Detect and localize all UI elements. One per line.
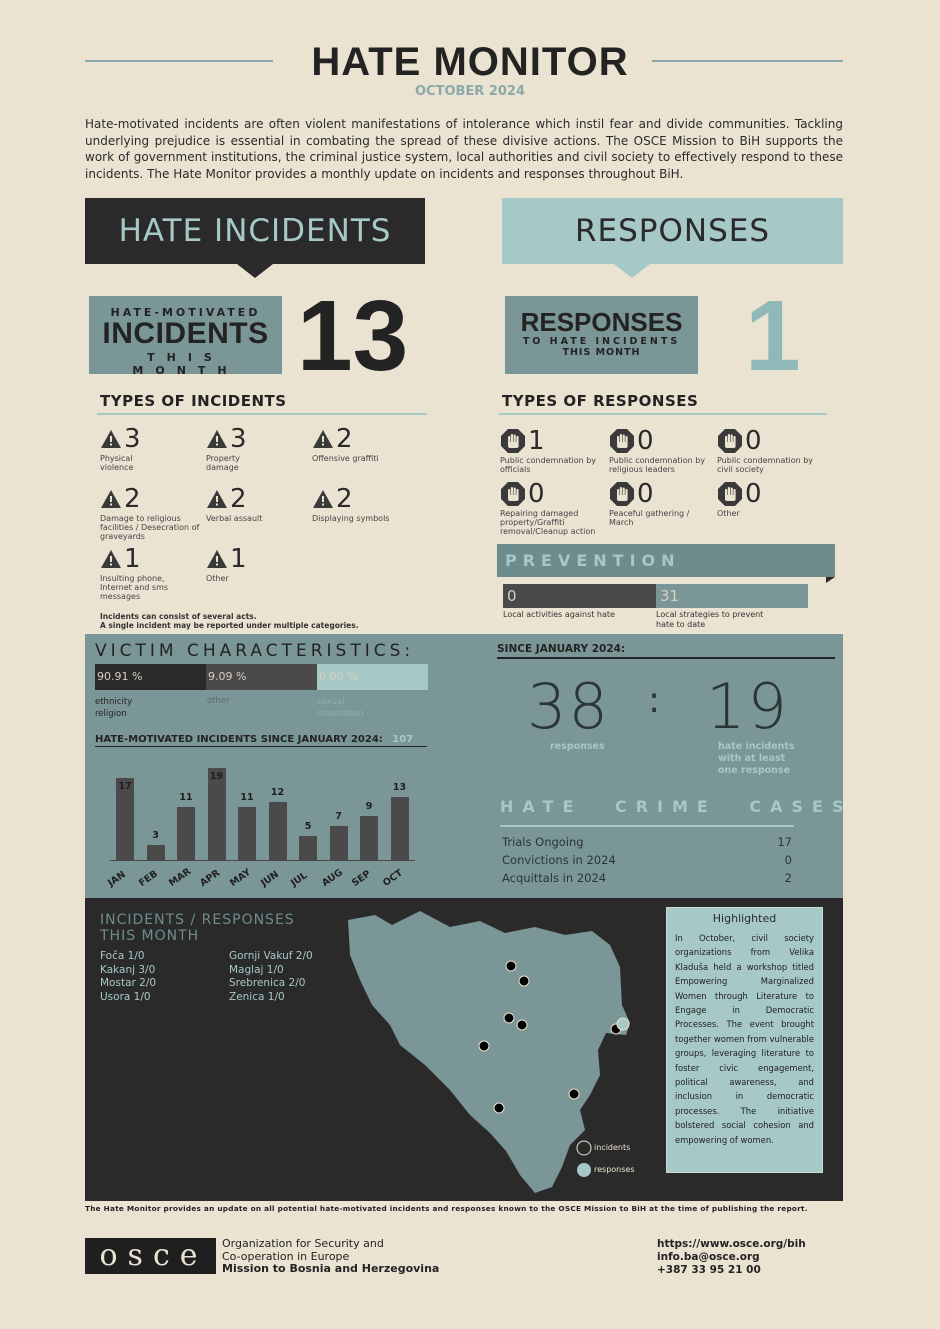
chart-value-label: 17 — [118, 780, 132, 792]
case-row-acquittals — [502, 871, 792, 885]
types-of-incidents-title: TYPES OF INCIDENTS — [100, 392, 287, 410]
org-line1: Organization for Security and — [222, 1237, 384, 1250]
location-item: Maglaj 1/0 — [229, 963, 284, 976]
type-item — [206, 546, 311, 583]
type-item-count: 3 — [230, 424, 247, 454]
case-convictions-value: 0 — [784, 853, 792, 867]
page-title: HATE MONITOR — [311, 40, 629, 84]
type-item — [609, 481, 714, 527]
chart-value-label: 9 — [365, 801, 373, 813]
chart-month-label: JUL — [289, 870, 310, 890]
type-item-count: 0 — [637, 426, 654, 456]
type-item-count: 2 — [124, 484, 141, 514]
type-item — [500, 481, 605, 536]
stop-hand-icon — [500, 481, 526, 507]
case-acquittals-value: 2 — [784, 871, 792, 885]
page-subtitle: OCTOBER 2024 — [414, 84, 526, 99]
chart-value-label: 11 — [240, 791, 254, 803]
response-marker — [617, 1018, 629, 1030]
chart-title-text: HATE-MOTIVATED INCIDENTS SINCE JANUARY 2024: — [95, 734, 383, 745]
prevention-band: PREVENTION — [497, 544, 835, 577]
incidents-note-line2: A single incident may be reported under multiple categories. — [100, 621, 359, 630]
incidents-box-line3: THIS MONTH — [132, 351, 239, 377]
warning-icon — [206, 549, 228, 569]
type-item-row — [206, 486, 311, 512]
warning-icon — [206, 429, 228, 449]
responses-header: RESPONSES — [502, 198, 843, 264]
type-item-label: Verbal assault — [206, 514, 263, 523]
location-item: Srebrenica 2/0 — [229, 977, 306, 989]
type-item — [717, 428, 822, 474]
chart-bar-feb — [147, 845, 165, 860]
org-line3: Mission to Bosnia and Herzegovina — [222, 1262, 440, 1275]
chart-month-label: JAN — [106, 869, 128, 890]
locations-col2 — [229, 950, 313, 1004]
case-trials-value: 17 — [777, 835, 792, 849]
chart-month-label: MAR — [167, 866, 194, 890]
incident-marker — [504, 1013, 514, 1023]
warning-icon — [312, 429, 334, 449]
prevention-local-activities-value: 0 — [503, 584, 656, 608]
location-item: Mostar 2/0 — [100, 977, 157, 989]
case-row-convictions — [502, 853, 792, 867]
map-section-title-line2: THIS MONTH — [100, 928, 200, 944]
type-item-row — [206, 546, 311, 572]
case-row-trials — [502, 835, 792, 849]
case-acquittals-label: Acquittals in 2024 — [502, 871, 607, 885]
chart-bar-may — [238, 807, 256, 860]
responses-count-box — [505, 296, 698, 374]
stop-hand-icon — [717, 428, 743, 454]
type-item-count: 1 — [528, 426, 545, 456]
type-item-count: 0 — [745, 426, 762, 456]
incident-marker — [569, 1089, 579, 1099]
chart-month-label: JUN — [258, 868, 281, 890]
stop-hand-icon — [500, 428, 526, 454]
legend-responses-icon — [577, 1163, 591, 1177]
chart-bar-jun — [269, 802, 287, 860]
chart-month-label: AUG — [319, 867, 345, 890]
type-item-label: Other — [206, 574, 229, 583]
victim-seg-sexual-bar: 0.00 % — [317, 664, 428, 690]
legend-responses-label: responses — [594, 1165, 635, 1174]
prevention-local-strategies-value: 31 — [656, 584, 808, 608]
victim-seg-ethnicity-bar: 90.91 % — [95, 664, 206, 690]
responses-box-line1: RESPONSES — [520, 307, 683, 337]
victim-seg-other-bar: 9.09 % — [206, 664, 317, 690]
warning-icon — [312, 489, 334, 509]
since-january-responses-label: responses — [550, 741, 605, 752]
responses-count: 1 — [745, 280, 801, 392]
type-item — [206, 426, 311, 472]
since-january-incidents-label: hate incidents with at least one response — [718, 741, 795, 776]
type-item-count: 0 — [745, 479, 762, 509]
chart-month-label: SEP — [350, 868, 373, 890]
chart-total: 107 — [392, 734, 414, 745]
contact-info — [657, 1238, 806, 1277]
locations-col1 — [100, 950, 156, 1004]
type-item-label: Physical violence — [100, 454, 134, 472]
intro-text: Hate-motivated incidents are often violent manifestations of intolerance which instil fear and divide communities. Tackling underlying prejudice is essential in combating the spread of these divisive actions. The OSCE Mission to BiH supports the work of government institutions, the criminal justice system, local authorities and civil society to effectively respond to these incidents. The Hate Monitor provides a monthly update on incidents and responses throughout BiH. — [85, 117, 843, 181]
type-item-row — [100, 426, 205, 452]
bih-map — [330, 905, 670, 1200]
type-item — [100, 486, 205, 541]
hate-crime-cases-title: HATE CRIME CASES — [500, 797, 853, 816]
chart-bar-oct — [391, 797, 409, 860]
type-item-count: 3 — [124, 424, 141, 454]
types-of-responses-title: TYPES OF RESPONSES — [502, 392, 699, 410]
highlighted-box — [666, 907, 823, 1173]
type-item-label: Property damage — [206, 454, 240, 472]
chart-bar-sep — [360, 816, 378, 860]
warning-icon — [100, 549, 122, 569]
since-january-title: SINCE JANUARY 2024: — [497, 643, 626, 655]
prevention-local-activities-label: Local activities against hate — [503, 610, 615, 619]
type-item-label: Public condemnation by officials — [500, 456, 597, 474]
incidents-box-line2: INCIDENTS — [102, 317, 269, 350]
type-item — [312, 486, 417, 523]
legend-incidents-icon — [577, 1141, 591, 1155]
type-item-label: Insulting phone, Internet and sms messages — [100, 574, 169, 601]
type-item-label: Repairing damaged property/Graffiti removal/Cleanup action — [500, 509, 596, 536]
chart-value-label: 7 — [335, 811, 342, 823]
type-item-count: 2 — [230, 484, 247, 514]
type-item-count: 2 — [336, 484, 353, 514]
type-item-row — [500, 428, 605, 454]
since-january-responses-value: 38 — [527, 670, 610, 743]
location-item: Foča 1/0 — [100, 950, 145, 962]
type-item — [312, 426, 417, 463]
type-item-count: 2 — [336, 424, 353, 454]
warning-icon — [100, 489, 122, 509]
responses-header-pointer — [614, 264, 650, 278]
type-item-label: Offensive graffiti — [312, 454, 379, 463]
chart-baseline — [110, 860, 415, 861]
victim-seg-sexual-label: sexual orientation — [317, 697, 364, 719]
type-item-label: Public condemnation by religious leaders — [609, 456, 706, 474]
chart-value-label: 11 — [179, 791, 193, 803]
chart-title-rule — [95, 746, 427, 747]
incidents-note — [100, 612, 359, 630]
type-item — [100, 546, 205, 601]
incidents-count: 13 — [297, 280, 409, 392]
incident-marker — [519, 976, 529, 986]
map-section-title — [100, 912, 295, 944]
footer-disclaimer: The Hate Monitor provides an update on all potential hate-motivated incidents and responses known to the OSCE Mission to BiH at the time of publishing the report. — [85, 1204, 808, 1213]
since-january-separator: : — [648, 680, 661, 721]
victim-seg-other-label: other — [207, 696, 230, 706]
incidents-note-line1: Incidents can consist of several acts. — [100, 612, 257, 621]
warning-icon — [100, 429, 122, 449]
contact-url[interactable]: https://www.osce.org/bih — [657, 1238, 806, 1250]
stop-hand-icon — [609, 428, 635, 454]
org-name — [222, 1238, 439, 1276]
type-item-label: Damage to religious facilities / Desecration of graveyards — [100, 514, 200, 541]
chart-bar-jul — [299, 836, 317, 860]
incident-marker — [494, 1103, 504, 1113]
location-item: Zenica 1/0 — [229, 990, 285, 1003]
hate-crime-cases-rule — [500, 825, 794, 827]
type-item-row — [100, 486, 205, 512]
victim-title: VICTIM CHARACTERISTICS: — [95, 641, 415, 661]
location-item: Kakanj 3/0 — [100, 963, 156, 976]
type-item-row — [609, 428, 714, 454]
org-line2: Co-operation in Europe — [222, 1249, 350, 1263]
type-item — [206, 486, 311, 523]
hate-incidents-header: HATE INCIDENTS — [85, 198, 425, 264]
legend-incidents-label: incidents — [594, 1143, 631, 1152]
contact-phone: +387 33 95 21 00 — [657, 1264, 761, 1276]
types-of-responses-rule — [499, 413, 827, 415]
stop-hand-icon — [717, 481, 743, 507]
prevention-local-strategies-label: Local strategies to prevent hate to date — [656, 610, 764, 629]
type-item-count: 0 — [637, 479, 654, 509]
type-item — [500, 428, 605, 474]
chart-value-label: 3 — [152, 830, 159, 842]
case-trials-label: Trials Ongoing — [502, 835, 584, 849]
chart-bar-aug — [330, 826, 348, 860]
osce-logo — [85, 1238, 216, 1274]
incidents-box-line1: HATE-MOTIVATED — [110, 306, 261, 319]
type-item-row — [206, 426, 311, 452]
responses-box-line2: TO HATE INCIDENTS — [522, 336, 681, 347]
victim-seg-ethnicity-label: ethnicity religion — [95, 697, 133, 719]
case-convictions-label: Convictions in 2024 — [502, 853, 616, 867]
incident-marker — [506, 961, 516, 971]
chart-month-label: OCT — [380, 867, 405, 890]
type-item-label: Other — [717, 509, 740, 518]
chart-month-label: APR — [197, 867, 222, 890]
type-item-row — [100, 546, 205, 572]
contact-email[interactable]: info.ba@osce.org — [657, 1251, 760, 1263]
stop-hand-icon — [609, 481, 635, 507]
highlighted-text: In October, civil society organizations from Velika Kladuša held a workshop titled Empowering Marginalized Women through Literature to Engage in Democratic Processes. The event brought together women from vulnerable groups, leveraging literature to foster civic engagement, political awareness, and inclusion in democratic processes. The initiative bolstered social cohesion and empowering of women. — [675, 933, 814, 1145]
chart-value-label: 13 — [392, 782, 407, 794]
type-item-count: 1 — [124, 544, 141, 574]
incidents-count-box — [89, 296, 282, 377]
incident-marker — [517, 1020, 527, 1030]
incidents-header-pointer — [237, 264, 273, 278]
chart-bar-mar — [177, 807, 195, 860]
chart-value-label: 5 — [304, 820, 312, 832]
chart-value-label: 19 — [209, 771, 224, 782]
type-item-row — [609, 481, 714, 507]
prevention-band-fold — [826, 577, 835, 583]
highlighted-title: Highlighted — [712, 912, 777, 925]
type-item-count: 1 — [230, 544, 247, 574]
type-item-row — [717, 481, 822, 507]
type-item-row — [500, 481, 605, 507]
type-item-row — [717, 428, 822, 454]
incident-marker — [479, 1041, 489, 1051]
type-item-label: Public condemnation by civil society — [717, 456, 814, 474]
types-of-incidents-rule — [97, 413, 427, 415]
type-item — [717, 481, 822, 518]
since-january-rule — [497, 657, 835, 659]
responses-box-line3: THIS MONTH — [562, 347, 641, 358]
type-item-label: Peaceful gathering / March — [609, 509, 690, 527]
type-item — [609, 428, 714, 474]
location-item: Usora 1/0 — [100, 990, 151, 1003]
type-item-count: 0 — [528, 479, 545, 509]
chart-title — [95, 734, 413, 745]
chart-value-label: 12 — [270, 786, 285, 798]
type-item — [100, 426, 205, 472]
since-january-incidents-value: 19 — [706, 670, 789, 743]
type-item-label: Displaying symbols — [312, 514, 390, 523]
type-item-row — [312, 486, 417, 512]
map-section-title-line1: INCIDENTS / RESPONSES — [100, 912, 295, 928]
osce-logo-text: osce — [99, 1238, 208, 1273]
chart-month-label: MAY — [228, 866, 253, 890]
location-item: Gornji Vakuf 2/0 — [229, 950, 313, 962]
warning-icon — [206, 489, 228, 509]
type-item-row — [312, 426, 417, 452]
chart-month-label: FEB — [136, 868, 160, 890]
